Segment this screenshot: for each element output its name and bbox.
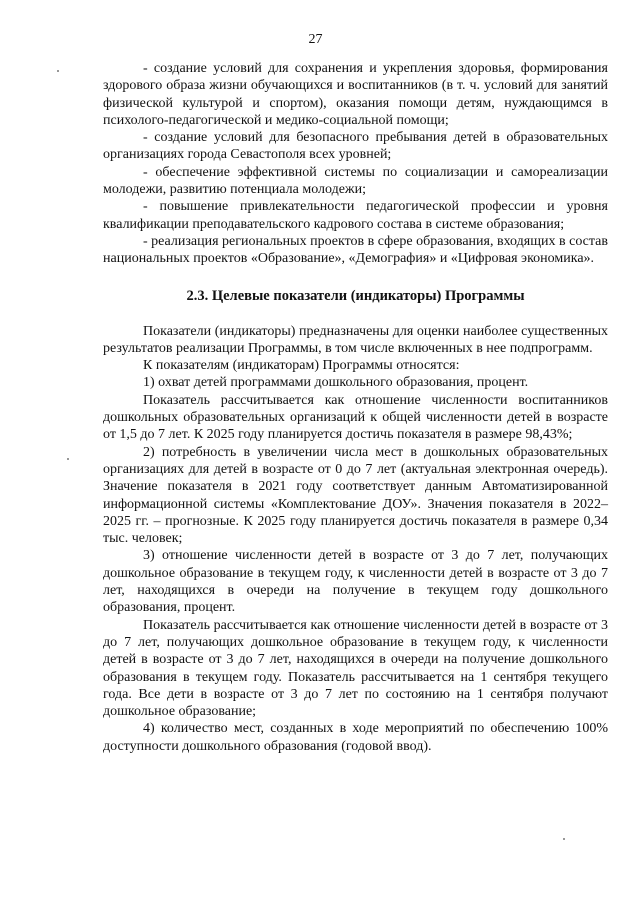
document-body [103,60,608,755]
indicator-4: 4) количество мест, созданных в ходе мероприятий по обеспечению 100% доступности дошкольного образования (годовой ввод). [103,721,608,754]
page-number: 27 [308,32,323,47]
paragraph-indicators-intro: Показатели (индикаторы) предназначены для оценки наиболее существенных результатов реализации Программы, в том числе включенных в нее подпрограмм. [103,323,608,356]
scan-speck [57,70,59,72]
indicator-3-description: Показатель рассчитывается как отношение численности детей в возрасте от 3 до 7 лет, получающих дошкольное образование в текущем году, к численности детей в возрасте от 3 до 7 лет, находящихся в очереди на получение дошкольного образования в текущем году. Показатель рассчитывается на 1 сентября текущего года. Все дети в возрасте от 3 до 7 лет по состоянию на 1 сентября получают дошкольное образование; [103,617,608,720]
scan-speck [67,458,69,460]
list-item-teaching-profession: - повышение привлекательности педагогической профессии и уровня квалификации преподавательского кадрового состава в системе образования; [103,199,608,232]
list-item-health: - создание условий для сохранения и укрепления здоровья, формирования здорового образа жизни обучающихся и воспитанников (в т. ч. условий для занятий физической культурой и спортом), оказания помощи детям, нуждающимся в психолого-педагогической и медико-социальной помощи; [103,61,608,128]
list-item-socialization: - обеспечение эффективной системы по социализации и самореализации молодежи, развитию потенциала молодежи; [103,164,608,198]
list-item-regional-projects: - реализация региональных проектов в сфере образования, входящих в состав национальных проектов «Образование», «Демография» и «Цифровая экономика». [103,233,608,267]
indicator-2: 2) потребность в увеличении числа мест в дошкольных образовательных организациях для детей в возрасте от 0 до 7 лет (актуальная электронная очередь). Значение показателя в 2021 году соответствует данным Автоматизированной информационной системы «Комплектование ДОУ». Значения показателя в 2022–2025 гг. – прогнозные. К 2025 году планируется достичь показателя в размере 0,34 тыс. человек; [103,444,608,547]
paragraph-indicators-list-intro: К показателям (индикаторам) Программы относятся: [143,358,460,374]
indicator-1: 1) охват детей программами дошкольного образования, процент. [143,375,529,391]
indicator-3: 3) отношение численности детей в возрасте от 3 до 7 лет, получающих дошкольное образование в текущем году, к численности детей в возрасте от 3 до 7 лет, находящихся в очереди на получение в текущем году дошкольного образования, процент. [103,548,608,616]
scan-speck [563,838,565,840]
section-heading: 2.3. Целевые показатели (индикаторы) Программы [186,287,525,304]
indicator-1-description: Показатель рассчитывается как отношение численности воспитанников дошкольных образовательных организаций к общей численности детей в возрасте от 1,5 до 7 лет. К 2025 году планируется достичь показателя в размере 98,43%; [103,392,608,443]
list-item-safety: - создание условий для безопасного пребывания детей в образовательных организациях города Севастополя всех уровней; [103,130,608,163]
